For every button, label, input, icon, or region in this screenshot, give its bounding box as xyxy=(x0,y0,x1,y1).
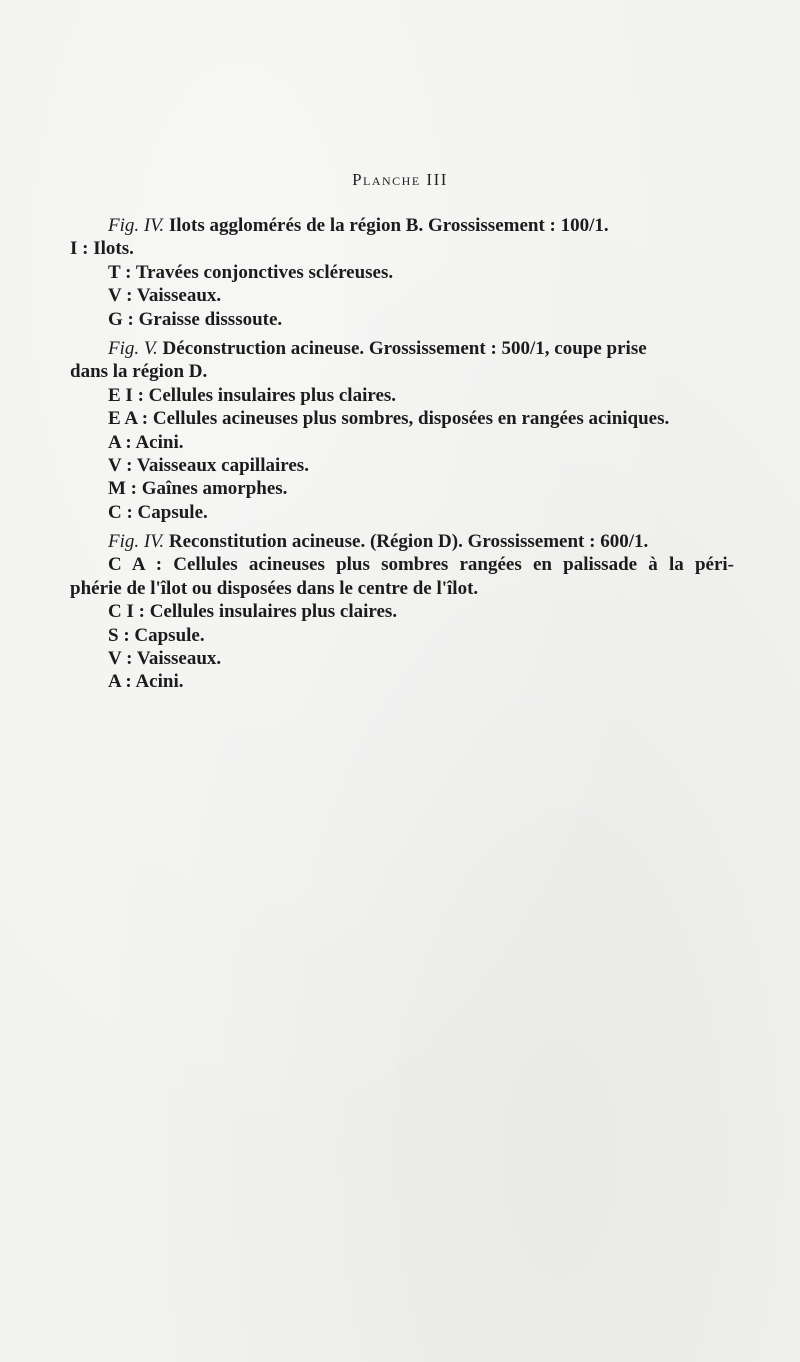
legend-line: A : Acini. xyxy=(108,431,184,453)
legend-line: V : Vaisseaux. xyxy=(108,285,222,307)
legend-line: C : Capsule. xyxy=(108,501,208,523)
legend-text: Déconstruction acineuse. Grossissement : 500/1, coupe prise xyxy=(157,337,647,359)
fig-label: Fig. IV. xyxy=(108,531,165,553)
legend-line: T : Travées conjonctives scléreuses. xyxy=(108,261,394,283)
legend-line: V : Vaisseaux capillaires. xyxy=(108,454,309,476)
legend-line: E A : Cellules acineuses plus sombres, disposées en rangées aciniques. xyxy=(108,408,670,430)
legend-line: E I : Cellules insulaires plus claires. xyxy=(108,384,397,406)
legend-line: phérie de l'îlot ou disposées dans le centre de l'îlot. xyxy=(70,577,479,599)
legend-line: V : Vaisseaux. xyxy=(108,648,222,670)
legend-line: S : Capsule. xyxy=(108,624,205,646)
legend-text: Reconstitution acineuse. (Région D). Grossissement : 600/1. xyxy=(164,531,649,553)
legend-line: C A : Cellules acineuses plus sombres rangées en palissade à la péri- xyxy=(108,554,734,576)
plate-legend xyxy=(70,214,734,694)
legend-line: G : Graisse disssoute. xyxy=(108,308,283,330)
fig-label: Fig. IV. xyxy=(108,215,165,236)
legend-line: A : Acini. xyxy=(108,671,184,693)
fig-label: Fig. V. xyxy=(108,337,158,359)
legend-text: Ilots agglomérés de la région B. Grossissement : 100/1. xyxy=(164,215,609,236)
legend-line-fig-iv xyxy=(70,214,734,237)
legend-line: C I : Cellules insulaires plus claires. xyxy=(108,601,398,623)
legend-line: I : Ilots. xyxy=(70,238,134,260)
legend-line-fig-iv-b xyxy=(70,530,734,553)
legend-line-fig-v xyxy=(70,337,734,360)
plate-heading: Planche III xyxy=(352,170,448,189)
legend-line: dans la région D. xyxy=(70,361,208,383)
legend-line: M : Gaînes amorphes. xyxy=(108,478,288,500)
